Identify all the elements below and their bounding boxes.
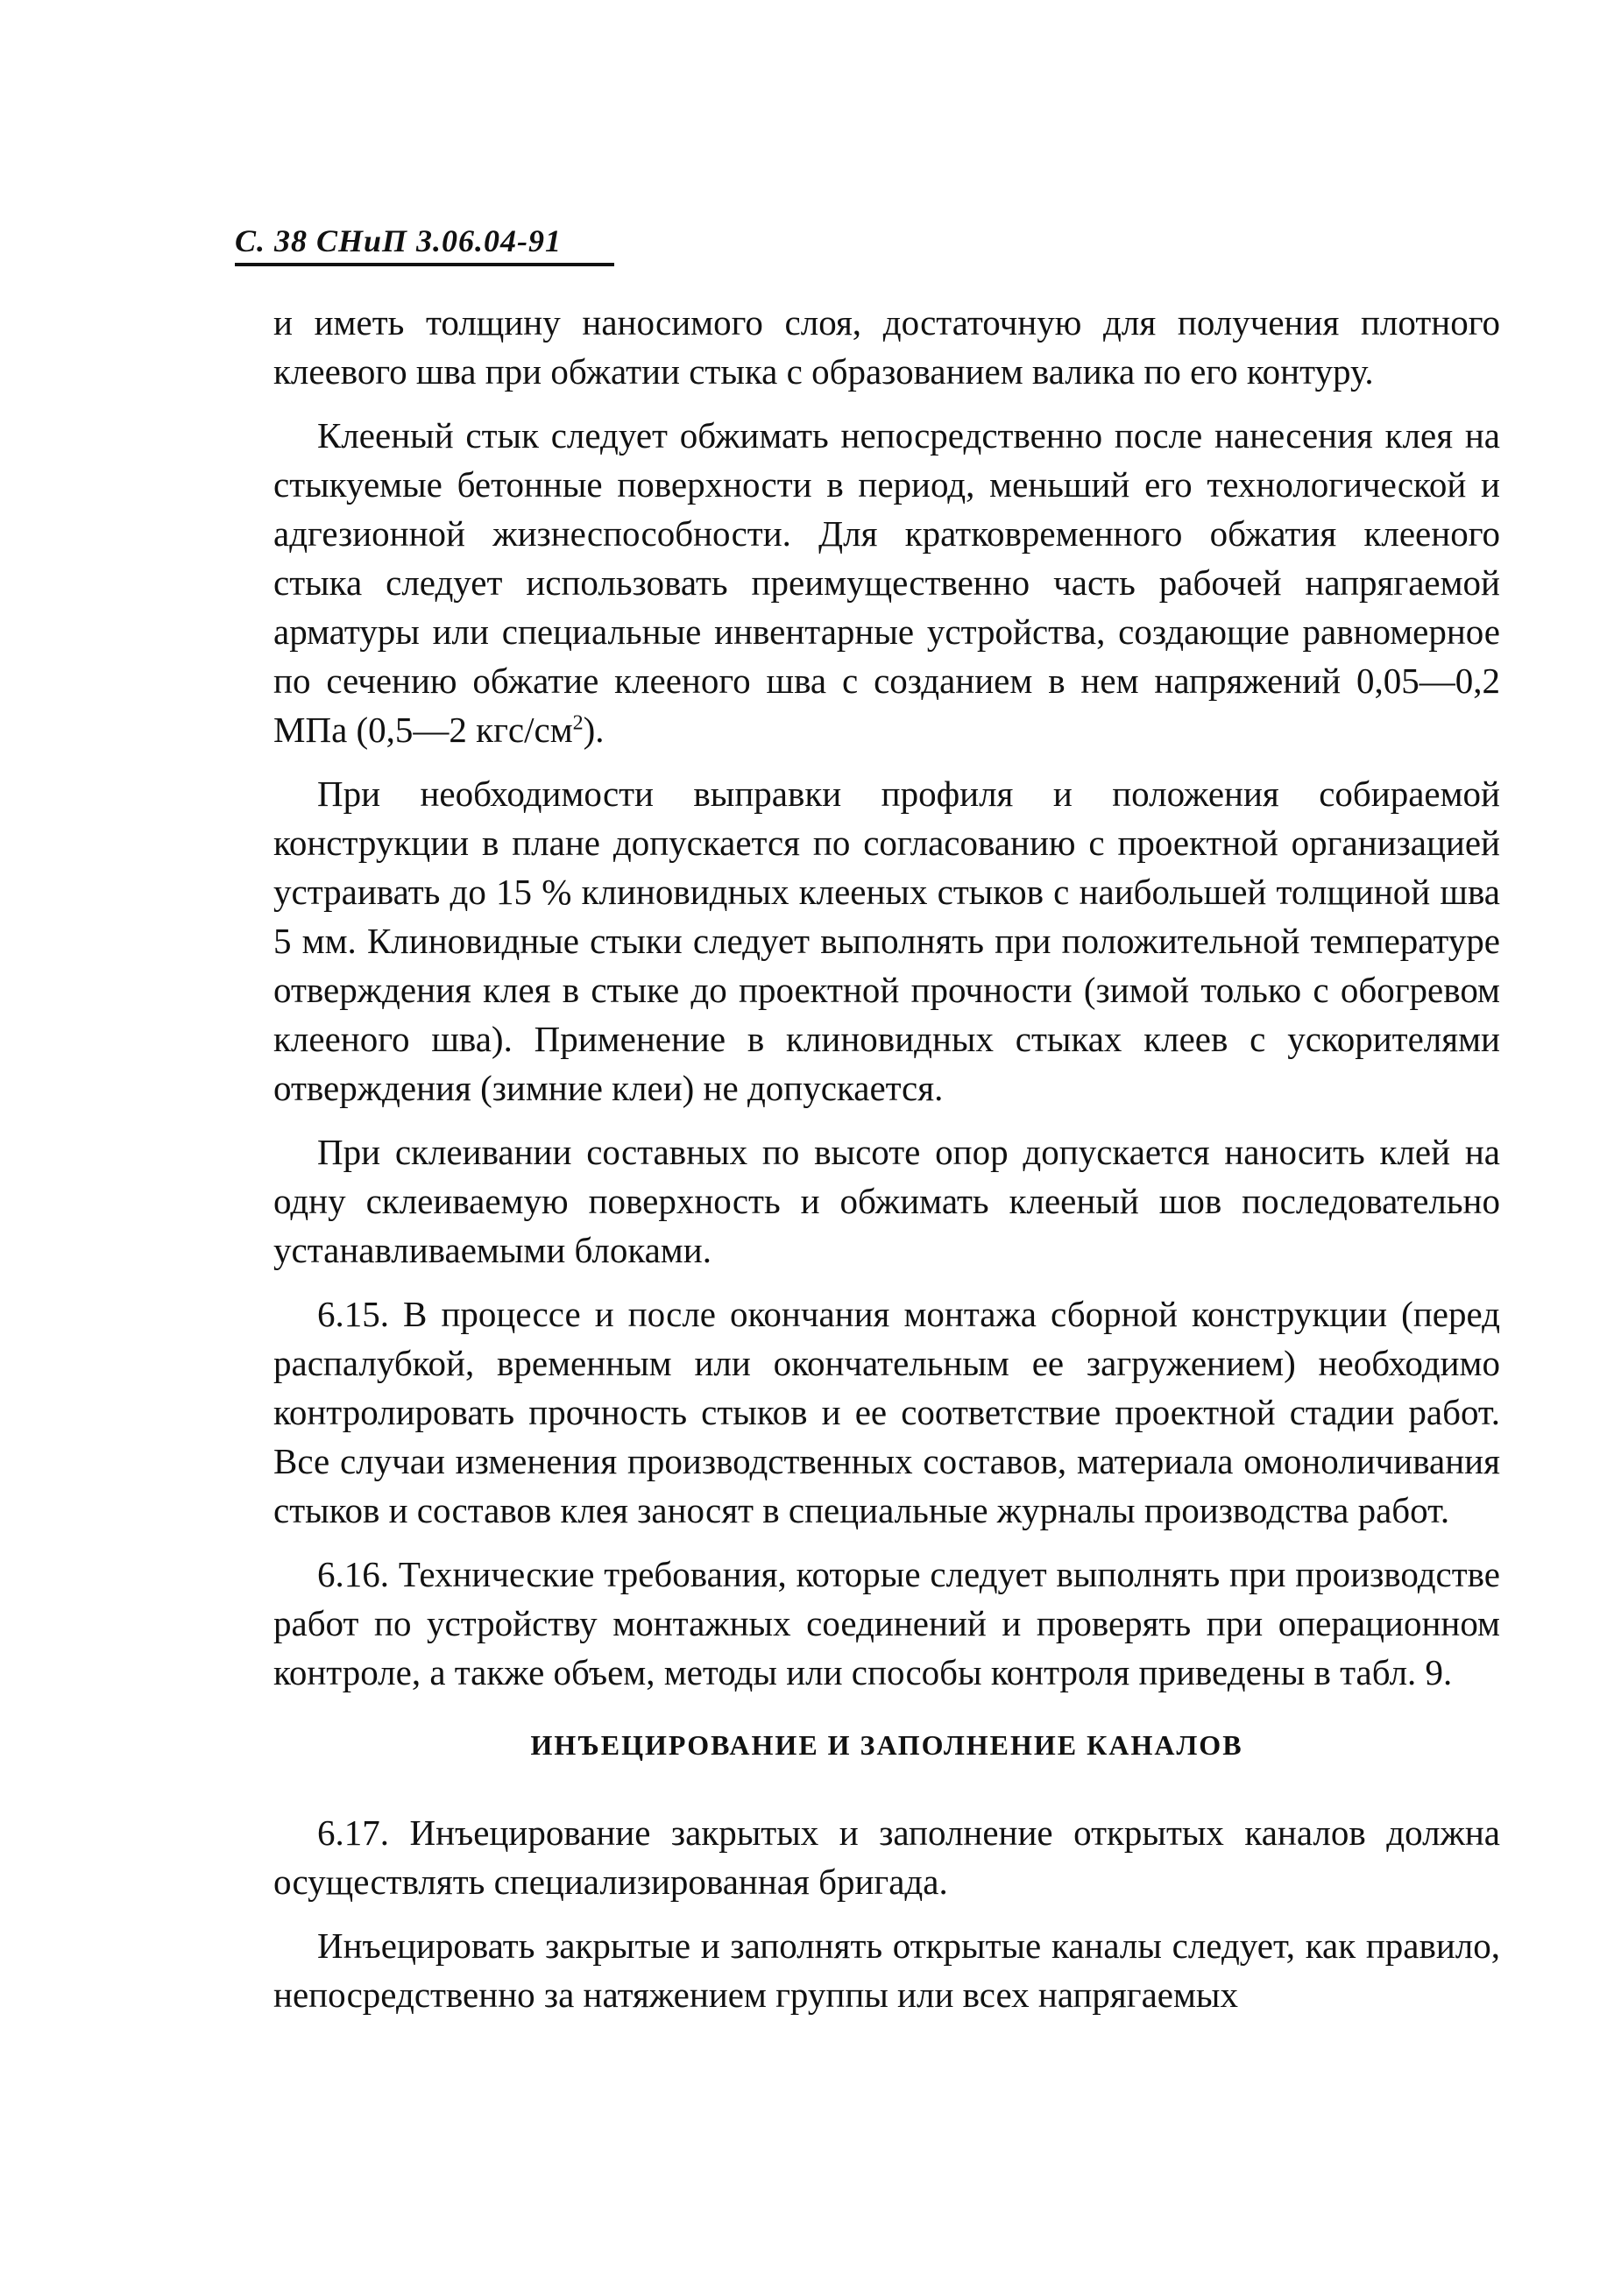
paragraph-tail: ). <box>583 710 605 750</box>
paragraph-6-15: 6.15. В процессе и после окончания монтажа сборной конструкции (перед распалубкой, временным или окончательным ее загружением) необходимо контролировать прочность стыков и ее соответствие проектной стадии работ. Все случаи изменения производственных составов, материала омоноличивания стыков и составов клея заносят в специальные журналы производства работ. <box>273 1294 1500 1530</box>
superscript: 2 <box>572 711 584 735</box>
body-text-section-2 <box>273 1808 1500 2019</box>
header-underline <box>235 263 614 266</box>
paragraph-6-17: 6.17. Инъецирование закрытых и заполнение открытых каналов должна осуществлять специализированная бригада. <box>273 1812 1500 1902</box>
section-heading: ИНЪЕЦИРОВАНИЕ И ЗАПОЛНЕНИЕ КАНАЛОВ <box>530 1729 1243 1761</box>
paragraph-continuation: и иметь толщину наносимого слоя, достаточную для получения плотного клеевого шва при обжатии стыка с образованием валика по его контуру. <box>273 302 1500 392</box>
page-header: С. 38 СНиП 3.06.04-91 <box>235 223 563 258</box>
paragraph-glued-joint-compression <box>273 411 1500 754</box>
paragraph-channel-injection: Инъецировать закрытые и заполнять открытые каналы следует, как правило, непосредственно за натяжением группы или всех напрягаемых <box>273 1925 1500 2015</box>
paragraph-wedge-joints: При необходимости выправки профиля и положения собираемой конструкции в плане допускается по согласованию с проектной организацией устраивать до 15 % клиновидных клееных стыков с наибольшей толщиной шва 5 мм. Клиновидные стыки следует выполнять при положительной температуре отверждения клея в стыке до проектной прочности (зимой только с обогревом клееного шва). Применение в клиновидных стыках клеев с ускорителями отверждения (зимние клеи) не допускается. <box>273 774 1500 1108</box>
paragraph-pier-gluing: При склеивании составных по высоте опор допускается наносить клей на одну склеиваемую поверхность и обжимать клееный шов последовательно устанавливаемыми блоками. <box>273 1132 1500 1270</box>
paragraph-text: Клееный стык следует обжимать непосредственно после нанесения клея на стыкуемые бетонные поверхности в период, меньший его технологической и адгезионной жизнеспособности. Для кратковременного обжатия клееного стыка следует использовать преимущественно часть рабочей напрягаемой арматуры или специальные инвентарные устройства, создающие равномерное по сечению обжатие клееного шва с созданием в нем напряжений 0,05—0,2 МПа (0,5—2 кгс/см <box>273 415 1500 750</box>
paragraph-6-16: 6.16. Технические требования, которые следует выполнять при производстве работ по устройству монтажных соединений и проверять при операционном контроле, а также объем, методы или способы контроля приведены в табл. 9. <box>273 1554 1500 1692</box>
body-text-section-1 <box>273 298 1500 1697</box>
